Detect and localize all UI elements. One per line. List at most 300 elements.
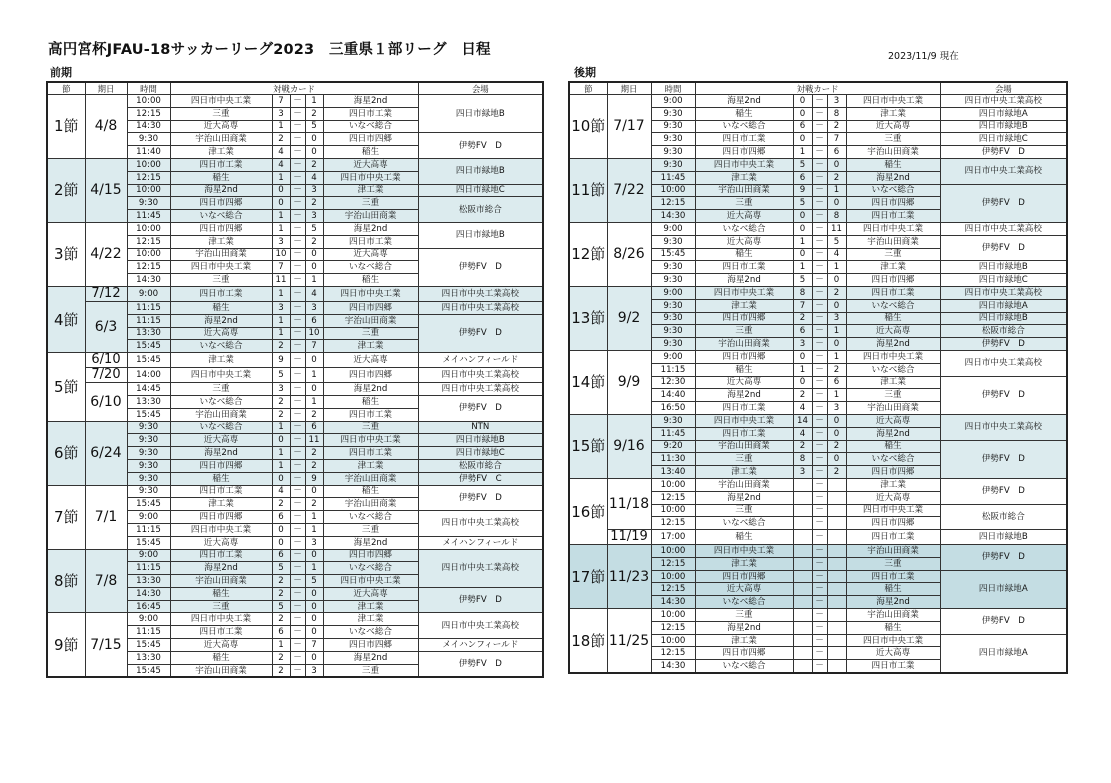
kickoff-time: 9:30 bbox=[651, 312, 695, 325]
score-dash: － bbox=[812, 171, 827, 184]
kickoff-time: 10:00 bbox=[127, 95, 170, 108]
home-team: 海星2nd bbox=[695, 95, 793, 108]
round-date: 6/24 bbox=[85, 421, 127, 485]
home-score: 4 bbox=[272, 485, 290, 498]
away-team: 三重 bbox=[323, 421, 418, 434]
kickoff-time: 10:00 bbox=[127, 222, 170, 235]
away-score: 0 bbox=[305, 353, 323, 368]
venue: 四日市緑地B bbox=[418, 95, 543, 133]
home-team: 海星2nd bbox=[695, 274, 793, 287]
away-score: 0 bbox=[305, 549, 323, 562]
home-team: 四日市中央工業 bbox=[695, 286, 793, 299]
away-team: 四日市中央工業 bbox=[323, 434, 418, 447]
away-team: 海星2nd bbox=[846, 338, 940, 351]
venue: 伊勢FV D bbox=[940, 609, 1067, 635]
round-number: 18節 bbox=[569, 609, 607, 673]
away-team: 海星2nd bbox=[323, 383, 418, 396]
home-team: 稲生 bbox=[170, 301, 272, 314]
kickoff-time: 10:00 bbox=[651, 545, 695, 558]
home-score: 2 bbox=[793, 440, 812, 453]
kickoff-time: 13:30 bbox=[127, 575, 170, 588]
away-team: 稲生 bbox=[846, 621, 940, 634]
away-score: 0 bbox=[305, 485, 323, 498]
away-team: 海星2nd bbox=[323, 651, 418, 664]
home-team: 四日市四郷 bbox=[170, 511, 272, 524]
away-team: いなべ総合 bbox=[323, 261, 418, 274]
home-team: 四日市工業 bbox=[695, 261, 793, 274]
away-score: 7 bbox=[305, 639, 323, 652]
home-team: 海星2nd bbox=[695, 621, 793, 634]
kickoff-time: 12:15 bbox=[651, 197, 695, 210]
away-team: 宇治山田商業 bbox=[846, 402, 940, 415]
home-team: 宇治山田商業 bbox=[170, 664, 272, 677]
home-score: 6 bbox=[793, 325, 812, 338]
away-team: いなべ総合 bbox=[323, 511, 418, 524]
home-score bbox=[793, 609, 812, 622]
away-score bbox=[827, 517, 846, 530]
home-team: 四日市四郷 bbox=[170, 197, 272, 210]
score-dash: － bbox=[812, 596, 827, 609]
first-half-label: 前期 bbox=[50, 66, 72, 79]
away-team: 稲生 bbox=[323, 395, 418, 408]
kickoff-time: 13:30 bbox=[127, 395, 170, 408]
away-team: 稲生 bbox=[846, 158, 940, 171]
away-team: いなべ総合 bbox=[846, 363, 940, 376]
home-score: 7 bbox=[272, 95, 290, 108]
home-score bbox=[793, 621, 812, 634]
table-row bbox=[47, 368, 543, 383]
home-team: 稲生 bbox=[170, 171, 272, 184]
kickoff-time: 10:00 bbox=[651, 478, 695, 491]
round-number: 13節 bbox=[569, 286, 607, 350]
score-dash: － bbox=[812, 107, 827, 120]
header-venue: 会場 bbox=[940, 82, 1067, 95]
venue: 四日市中央工業高校 bbox=[418, 511, 543, 537]
round-number: 15節 bbox=[569, 414, 607, 478]
away-team: 四日市工業 bbox=[323, 235, 418, 248]
home-team: 海星2nd bbox=[170, 184, 272, 197]
away-score: 1 bbox=[305, 523, 323, 536]
home-team: 稲生 bbox=[695, 248, 793, 261]
away-team: 四日市四郷 bbox=[323, 549, 418, 562]
score-dash: － bbox=[812, 274, 827, 287]
table-row bbox=[569, 350, 1067, 363]
home-score: 5 bbox=[272, 562, 290, 575]
home-score: 0 bbox=[793, 133, 812, 146]
home-team: 四日市工業 bbox=[170, 286, 272, 301]
round-number: 7節 bbox=[47, 485, 85, 549]
home-team: 近大高専 bbox=[695, 235, 793, 248]
score-dash: － bbox=[290, 158, 305, 171]
away-score: 11 bbox=[305, 434, 323, 447]
kickoff-time: 9:30 bbox=[651, 261, 695, 274]
home-team: 津工業 bbox=[170, 146, 272, 159]
home-score: 1 bbox=[272, 639, 290, 652]
table-row bbox=[47, 286, 543, 301]
away-team: 津工業 bbox=[323, 613, 418, 626]
home-team: 宇治山田商業 bbox=[170, 575, 272, 588]
home-team: 三重 bbox=[695, 609, 793, 622]
away-team: 津工業 bbox=[846, 107, 940, 120]
home-score bbox=[793, 557, 812, 570]
kickoff-time: 9:30 bbox=[651, 158, 695, 171]
home-team: 四日市四郷 bbox=[695, 312, 793, 325]
score-dash: － bbox=[812, 286, 827, 299]
venue: 四日市緑地B bbox=[418, 158, 543, 184]
score-dash: － bbox=[812, 248, 827, 261]
kickoff-time: 13:40 bbox=[651, 466, 695, 479]
score-dash: － bbox=[290, 626, 305, 639]
round-date: 11/18 bbox=[607, 478, 651, 529]
home-score: 6 bbox=[272, 626, 290, 639]
venue: 四日市中央工業高校 bbox=[418, 301, 543, 314]
away-team: 海星2nd bbox=[323, 536, 418, 549]
away-score: 3 bbox=[305, 536, 323, 549]
home-score: 6 bbox=[272, 511, 290, 524]
away-team: 海星2nd bbox=[846, 596, 940, 609]
venue: 四日市緑地B bbox=[940, 530, 1067, 545]
round-date: 4/8 bbox=[85, 95, 127, 159]
home-team: 四日市四郷 bbox=[170, 459, 272, 472]
kickoff-time: 11:40 bbox=[127, 146, 170, 159]
score-dash: － bbox=[812, 120, 827, 133]
home-score: 0 bbox=[793, 210, 812, 223]
venue: 四日市緑地B bbox=[418, 434, 543, 447]
table-row bbox=[569, 286, 1067, 299]
kickoff-time: 12:30 bbox=[651, 376, 695, 389]
home-team: 四日市中央工業 bbox=[170, 95, 272, 108]
table-row bbox=[47, 95, 543, 108]
venue: 松阪市総合 bbox=[418, 459, 543, 472]
table-row bbox=[569, 222, 1067, 235]
away-score: 1 bbox=[827, 389, 846, 402]
round-date: 9/2 bbox=[607, 286, 651, 350]
away-score: 1 bbox=[827, 325, 846, 338]
score-dash: － bbox=[290, 340, 305, 353]
away-team: 四日市四郷 bbox=[846, 197, 940, 210]
kickoff-time: 9:30 bbox=[127, 133, 170, 146]
away-score: 3 bbox=[305, 184, 323, 197]
score-dash: － bbox=[290, 353, 305, 368]
score-dash: － bbox=[290, 408, 305, 421]
home-score bbox=[793, 647, 812, 660]
score-dash: － bbox=[290, 447, 305, 460]
away-score: 7 bbox=[305, 340, 323, 353]
home-score: 10 bbox=[272, 248, 290, 261]
kickoff-time: 14:30 bbox=[127, 120, 170, 133]
away-score: 0 bbox=[305, 383, 323, 396]
away-team: 四日市中央工業 bbox=[846, 222, 940, 235]
away-score bbox=[827, 570, 846, 583]
away-score: 1 bbox=[305, 368, 323, 383]
kickoff-time: 9:30 bbox=[651, 146, 695, 159]
home-score: 1 bbox=[272, 171, 290, 184]
home-team: 宇治山田商業 bbox=[695, 440, 793, 453]
kickoff-time: 11:30 bbox=[651, 453, 695, 466]
home-score: 0 bbox=[272, 434, 290, 447]
away-score bbox=[827, 634, 846, 647]
away-team: 稲生 bbox=[323, 274, 418, 287]
home-team: 稲生 bbox=[695, 530, 793, 545]
kickoff-time: 11:15 bbox=[127, 626, 170, 639]
score-dash: － bbox=[812, 660, 827, 673]
kickoff-time: 11:15 bbox=[127, 314, 170, 327]
venue: 伊勢FV D bbox=[940, 440, 1067, 478]
header-row bbox=[47, 82, 543, 95]
home-score: 1 bbox=[272, 459, 290, 472]
postponed-date: 11/19 bbox=[607, 530, 651, 545]
home-team: 四日市中央工業 bbox=[170, 261, 272, 274]
away-team: 四日市中央工業 bbox=[846, 634, 940, 647]
round-date: 7/22 bbox=[607, 158, 651, 222]
home-team: 四日市中央工業 bbox=[170, 523, 272, 536]
away-team: 三重 bbox=[323, 327, 418, 340]
home-team: 四日市中央工業 bbox=[170, 368, 272, 383]
kickoff-time: 10:00 bbox=[127, 158, 170, 171]
away-score: 2 bbox=[827, 120, 846, 133]
kickoff-time: 14:40 bbox=[651, 389, 695, 402]
home-score: 0 bbox=[793, 350, 812, 363]
away-score: 6 bbox=[827, 146, 846, 159]
venue: 伊勢FV D bbox=[418, 395, 543, 421]
table-row bbox=[47, 383, 543, 396]
kickoff-time: 10:00 bbox=[127, 248, 170, 261]
kickoff-time: 9:00 bbox=[651, 95, 695, 108]
home-score: 2 bbox=[793, 389, 812, 402]
away-team: 三重 bbox=[323, 523, 418, 536]
away-team: いなべ総合 bbox=[846, 184, 940, 197]
score-dash: － bbox=[812, 504, 827, 517]
home-team: 近大高専 bbox=[695, 376, 793, 389]
home-score: 3 bbox=[272, 107, 290, 120]
away-team: 三重 bbox=[323, 664, 418, 677]
away-score: 0 bbox=[305, 146, 323, 159]
home-team: 津工業 bbox=[695, 466, 793, 479]
home-team: 近大高専 bbox=[170, 327, 272, 340]
header-sec: 節 bbox=[569, 82, 607, 95]
kickoff-time: 9:00 bbox=[651, 286, 695, 299]
round-date: 7/8 bbox=[85, 549, 127, 613]
score-dash: － bbox=[290, 314, 305, 327]
kickoff-time: 11:15 bbox=[127, 562, 170, 575]
away-team: 四日市中央工業 bbox=[846, 504, 940, 517]
home-team: 四日市工業 bbox=[695, 427, 793, 440]
away-score bbox=[827, 647, 846, 660]
score-dash: － bbox=[812, 261, 827, 274]
home-team: 宇治山田商業 bbox=[695, 184, 793, 197]
round-date: 4/22 bbox=[85, 222, 127, 286]
away-score bbox=[827, 621, 846, 634]
kickoff-time: 9:30 bbox=[127, 421, 170, 434]
kickoff-time: 10:00 bbox=[651, 184, 695, 197]
away-score: 2 bbox=[305, 447, 323, 460]
kickoff-time: 14:30 bbox=[127, 587, 170, 600]
away-team: 四日市工業 bbox=[323, 408, 418, 421]
home-score: 6 bbox=[793, 120, 812, 133]
venue: 四日市緑地C bbox=[940, 274, 1067, 287]
score-dash: － bbox=[290, 613, 305, 626]
home-team: 宇治山田商業 bbox=[170, 248, 272, 261]
header-venue: 会場 bbox=[418, 82, 543, 95]
table-row bbox=[569, 545, 1067, 558]
venue: 四日市中央工業高校 bbox=[418, 368, 543, 383]
kickoff-time: 9:30 bbox=[651, 299, 695, 312]
away-score: 4 bbox=[305, 171, 323, 184]
away-score: 1 bbox=[305, 395, 323, 408]
away-score: 2 bbox=[827, 466, 846, 479]
away-score bbox=[827, 491, 846, 504]
away-team: 四日市工業 bbox=[846, 660, 940, 673]
postponed-date: 7/12 bbox=[85, 286, 127, 301]
away-score: 1 bbox=[827, 350, 846, 363]
postponed-date-2: 7/20 bbox=[85, 368, 127, 383]
venue: 伊勢FV D bbox=[418, 133, 543, 159]
home-score: 8 bbox=[793, 453, 812, 466]
kickoff-time: 15:45 bbox=[127, 408, 170, 421]
away-team: 津工業 bbox=[846, 261, 940, 274]
home-score: 7 bbox=[272, 261, 290, 274]
home-team: いなべ総合 bbox=[695, 222, 793, 235]
header-date: 期日 bbox=[85, 82, 127, 95]
kickoff-time: 13:30 bbox=[127, 651, 170, 664]
away-team: 四日市中央工業 bbox=[323, 286, 418, 301]
away-score: 0 bbox=[305, 600, 323, 613]
kickoff-time: 9:00 bbox=[651, 222, 695, 235]
score-dash: － bbox=[812, 609, 827, 622]
kickoff-time: 10:00 bbox=[651, 634, 695, 647]
venue: NTN bbox=[418, 421, 543, 434]
score-dash: － bbox=[290, 171, 305, 184]
away-team: 宇治山田商業 bbox=[846, 545, 940, 558]
score-dash: － bbox=[290, 133, 305, 146]
home-team: 四日市工業 bbox=[695, 402, 793, 415]
home-team: いなべ総合 bbox=[170, 340, 272, 353]
home-team: 四日市中央工業 bbox=[695, 545, 793, 558]
score-dash: － bbox=[812, 210, 827, 223]
kickoff-time: 10:00 bbox=[651, 570, 695, 583]
venue: 伊勢FV D bbox=[940, 376, 1067, 414]
table-row bbox=[47, 222, 543, 235]
kickoff-time: 15:45 bbox=[127, 639, 170, 652]
home-score: 3 bbox=[272, 301, 290, 314]
kickoff-time: 16:50 bbox=[651, 402, 695, 415]
home-team: 四日市四郷 bbox=[695, 146, 793, 159]
home-score: 2 bbox=[272, 408, 290, 421]
kickoff-time: 9:00 bbox=[127, 549, 170, 562]
round-date: 11/23 bbox=[607, 545, 651, 609]
away-score bbox=[827, 545, 846, 558]
score-dash: － bbox=[812, 184, 827, 197]
venue: 四日市緑地C bbox=[418, 447, 543, 460]
score-dash: － bbox=[290, 459, 305, 472]
score-dash: － bbox=[290, 421, 305, 434]
away-team: 近大高専 bbox=[323, 158, 418, 171]
score-dash: － bbox=[812, 363, 827, 376]
kickoff-time: 9:00 bbox=[651, 350, 695, 363]
kickoff-time: 11:45 bbox=[651, 427, 695, 440]
kickoff-time: 9:30 bbox=[651, 325, 695, 338]
away-score: 1 bbox=[827, 261, 846, 274]
venue: 四日市緑地B bbox=[418, 222, 543, 248]
venue: 四日市緑地C bbox=[940, 133, 1067, 146]
away-team: 宇治山田商業 bbox=[323, 314, 418, 327]
kickoff-time: 15:45 bbox=[651, 248, 695, 261]
venue: 四日市緑地A bbox=[940, 570, 1067, 608]
away-score: 0 bbox=[827, 453, 846, 466]
score-dash: － bbox=[290, 286, 305, 301]
home-team: 三重 bbox=[695, 504, 793, 517]
away-score: 2 bbox=[305, 498, 323, 511]
away-team: 四日市中央工業 bbox=[846, 95, 940, 108]
table-row bbox=[47, 353, 543, 368]
home-score: 1 bbox=[272, 222, 290, 235]
venue: 四日市緑地C bbox=[418, 184, 543, 197]
score-dash: － bbox=[290, 600, 305, 613]
score-dash: － bbox=[812, 621, 827, 634]
away-team: 稲生 bbox=[846, 583, 940, 596]
away-score: 2 bbox=[827, 286, 846, 299]
kickoff-time: 9:00 bbox=[127, 286, 170, 301]
round-number: 6節 bbox=[47, 421, 85, 485]
score-dash: － bbox=[812, 222, 827, 235]
home-score: 5 bbox=[793, 197, 812, 210]
home-score: 6 bbox=[793, 171, 812, 184]
away-team: 宇治山田商業 bbox=[846, 609, 940, 622]
kickoff-time: 11:45 bbox=[651, 171, 695, 184]
home-team: 近大高専 bbox=[695, 583, 793, 596]
away-team: 三重 bbox=[846, 389, 940, 402]
away-team: 四日市工業 bbox=[846, 530, 940, 545]
score-dash: － bbox=[290, 261, 305, 274]
home-team: 近大高専 bbox=[170, 536, 272, 549]
away-team: 近大高専 bbox=[846, 120, 940, 133]
away-team: 近大高専 bbox=[323, 353, 418, 368]
score-dash: － bbox=[812, 530, 827, 545]
round-number: 12節 bbox=[569, 222, 607, 286]
home-score bbox=[793, 491, 812, 504]
home-team: 四日市四郷 bbox=[695, 570, 793, 583]
away-team: 稲生 bbox=[323, 485, 418, 498]
home-score: 4 bbox=[793, 427, 812, 440]
home-score: 5 bbox=[272, 368, 290, 383]
away-score: 0 bbox=[827, 414, 846, 427]
home-score bbox=[793, 634, 812, 647]
header-time: 時間 bbox=[651, 82, 695, 95]
venue: 伊勢FV D bbox=[940, 146, 1067, 159]
home-team: 津工業 bbox=[695, 171, 793, 184]
home-score: 1 bbox=[793, 261, 812, 274]
away-team: 四日市四郷 bbox=[846, 466, 940, 479]
round-number: 8節 bbox=[47, 549, 85, 613]
home-score: 11 bbox=[272, 274, 290, 287]
away-team: いなべ総合 bbox=[846, 299, 940, 312]
home-score: 0 bbox=[272, 536, 290, 549]
score-dash: － bbox=[290, 549, 305, 562]
venue: 四日市中央工業高校 bbox=[418, 383, 543, 396]
away-team: いなべ総合 bbox=[323, 626, 418, 639]
score-dash: － bbox=[812, 647, 827, 660]
away-team: 四日市中央工業 bbox=[846, 350, 940, 363]
away-team: 近大高専 bbox=[323, 248, 418, 261]
score-dash: － bbox=[812, 325, 827, 338]
round-date: 7/15 bbox=[85, 613, 127, 677]
away-score: 8 bbox=[827, 210, 846, 223]
score-dash: － bbox=[290, 523, 305, 536]
away-score: 0 bbox=[827, 427, 846, 440]
round-number: 14節 bbox=[569, 350, 607, 414]
score-dash: － bbox=[812, 376, 827, 389]
home-team: 四日市中央工業 bbox=[170, 613, 272, 626]
